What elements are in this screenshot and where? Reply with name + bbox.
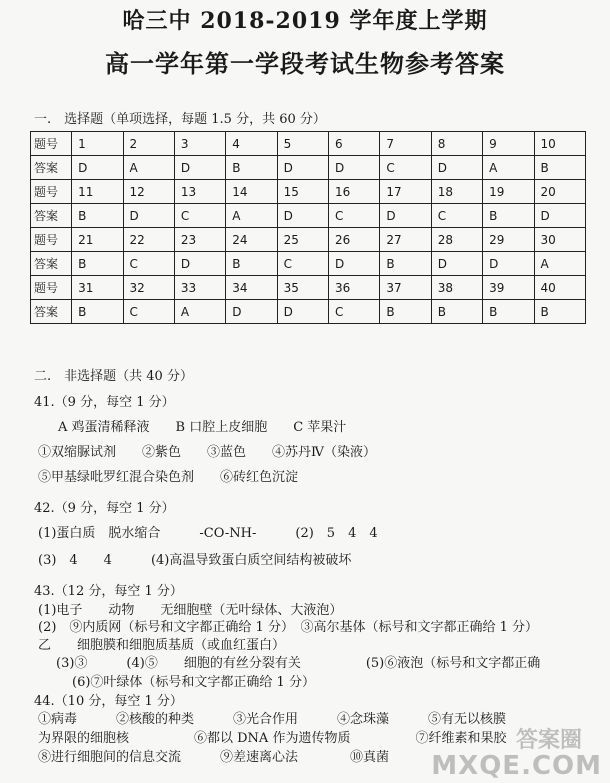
question-number-cell: 21 (72, 228, 123, 252)
question-number-cell: 8 (431, 132, 482, 156)
question-number-cell: 15 (277, 180, 328, 204)
answer-cell: C (174, 204, 225, 228)
page-title: 哈三中 2018-2019 学年度上学期 (122, 8, 488, 34)
question-number-cell: 37 (380, 276, 431, 300)
answer-cell: B (431, 300, 482, 324)
answer-cell: A (534, 252, 585, 276)
answer-cell: D (123, 204, 174, 228)
question-number-cell: 25 (277, 228, 328, 252)
answer-cell: C (329, 204, 380, 228)
question-number-cell: 23 (174, 228, 225, 252)
watermark-logo (431, 723, 602, 781)
question-number-row-label: 题号 (31, 228, 72, 252)
question-number-row (31, 132, 586, 156)
q43-header: 43.（12 分，每空 1 分） (34, 584, 183, 599)
question-number-cell: 26 (329, 228, 380, 252)
answer-cell: D (72, 156, 123, 180)
question-number-cell: 7 (380, 132, 431, 156)
answer-cell: B (483, 300, 534, 324)
question-number-cell: 2 (123, 132, 174, 156)
question-number-cell: 1 (72, 132, 123, 156)
answer-row (31, 204, 586, 228)
question-number-cell: 27 (380, 228, 431, 252)
question-number-cell: 6 (329, 132, 380, 156)
answer-cell: D (174, 252, 225, 276)
question-number-cell: 18 (431, 180, 482, 204)
question-number-cell: 3 (174, 132, 225, 156)
answer-cell: A (226, 204, 277, 228)
answer-cell: B (534, 156, 585, 180)
q43-line-3: 乙 细胞膜和细胞质基质（或血红蛋白） (38, 638, 286, 653)
question-number-cell: 31 (72, 276, 123, 300)
answer-cell: B (226, 156, 277, 180)
question-number-cell: 17 (380, 180, 431, 204)
question-number-cell: 5 (277, 132, 328, 156)
section-heading-nonchoice: 二. 非选择题（共 40 分） (34, 369, 193, 384)
answer-cell: C (329, 300, 380, 324)
question-number-cell: 19 (483, 180, 534, 204)
question-number-cell: 14 (226, 180, 277, 204)
answer-cell: B (72, 204, 123, 228)
question-number-cell: 40 (534, 276, 585, 300)
answer-cell: A (483, 156, 534, 180)
q41-line-3: ⑤甲基绿吡罗红混合染色剂 ⑥砖红色沉淀 (38, 470, 299, 485)
question-number-cell: 11 (72, 180, 123, 204)
answer-cell: A (123, 156, 174, 180)
answer-cell: B (72, 252, 123, 276)
section-heading-choice: 一. 选择题（单项选择，每题 1.5 分，共 60 分） (34, 112, 326, 127)
question-number-cell: 9 (483, 132, 534, 156)
question-number-row-label: 题号 (31, 276, 72, 300)
question-number-cell: 32 (123, 276, 174, 300)
answer-cell: C (431, 204, 482, 228)
answer-cell: C (123, 252, 174, 276)
answer-cell: C (380, 156, 431, 180)
answer-cell: D (329, 156, 380, 180)
answer-cell: D (431, 156, 482, 180)
question-number-row-label: 题号 (31, 180, 72, 204)
q44-line-2: 为界限的细胞核 ⑥都以 DNA 作为遗传物质 ⑦纤维素和果胶 (38, 731, 507, 746)
watermark-text-bottom: MXQE.COM (431, 751, 602, 781)
question-number-cell: 22 (123, 228, 174, 252)
answer-cell: D (380, 204, 431, 228)
question-number-row (31, 228, 586, 252)
answer-cell: D (483, 252, 534, 276)
question-number-row-label: 题号 (31, 132, 72, 156)
question-number-row (31, 180, 586, 204)
answer-row (31, 300, 586, 324)
question-number-cell: 28 (431, 228, 482, 252)
question-number-cell: 13 (174, 180, 225, 204)
q44-header: 44.（10 分，每空 1 分） (34, 694, 183, 709)
answer-cell: B (72, 300, 123, 324)
q42-header: 42.（9 分，每空 1 分） (34, 501, 175, 516)
question-number-cell: 33 (174, 276, 225, 300)
q43-line-1: (1)电子 动物 无细胞壁（无叶绿体、大液泡） (38, 603, 343, 618)
answer-row (31, 156, 586, 180)
answer-cell: C (123, 300, 174, 324)
q42-line-2: (3) 4 4 (4)高温导致蛋白质空间结构被破坏 (38, 553, 352, 568)
answer-cell: B (226, 252, 277, 276)
q42-line-1: (1)蛋白质 脱水缩合 -CO-NH- (2) 5 4 4 (38, 526, 378, 541)
question-number-cell: 35 (277, 276, 328, 300)
q43-line-4: (3)③ (4)⑤ 细胞的有丝分裂有关 (5)⑥液泡（标号和文字都正确 (56, 656, 541, 671)
question-number-cell: 10 (534, 132, 585, 156)
q44-line-1: ①病毒 ②核酸的种类 ③光合作用 ④念珠藻 ⑤有无以核膜 (38, 712, 507, 727)
q41-header: 41.（9 分，每空 1 分） (34, 395, 175, 410)
q41-line-1: A 鸡蛋清稀释液 B 口腔上皮细胞 C 苹果汁 (58, 420, 347, 435)
answer-cell: D (277, 204, 328, 228)
answer-cell: A (174, 300, 225, 324)
answer-row-label: 答案 (31, 156, 72, 180)
question-number-cell: 12 (123, 180, 174, 204)
question-number-cell: 20 (534, 180, 585, 204)
page-subtitle: 高一学年第一学段考试生物参考答案 (105, 49, 505, 78)
answer-cell: B (380, 300, 431, 324)
q41-line-2: ①双缩脲试剂 ②紫色 ③蓝色 ④苏丹Ⅳ（染液） (38, 445, 376, 460)
answer-cell: B (483, 204, 534, 228)
answer-cell: D (174, 156, 225, 180)
question-number-cell: 4 (226, 132, 277, 156)
answer-cell: D (277, 300, 328, 324)
answer-cell: C (277, 252, 328, 276)
q43-line-5: (6)⑦叶绿体（标号和文字都正确给 1 分） (72, 675, 315, 690)
answer-cell: D (329, 252, 380, 276)
q44-line-3: ⑧进行细胞间的信息交流 ⑨差速离心法 ⑩真菌 (38, 750, 390, 765)
question-number-cell: 30 (534, 228, 585, 252)
question-number-cell: 36 (329, 276, 380, 300)
question-number-cell: 24 (226, 228, 277, 252)
q43-line-2: (2) ⑨内质网（标号和文字都正确给 1 分） ③高尔基体（标号和文字都正确给 1 分） (38, 620, 538, 635)
watermark-text-top: 答案圈 (515, 728, 582, 753)
question-number-cell: 38 (431, 276, 482, 300)
answer-table (30, 131, 586, 324)
answer-cell: B (380, 252, 431, 276)
question-number-row (31, 276, 586, 300)
question-number-cell: 29 (483, 228, 534, 252)
answer-cell: B (534, 300, 585, 324)
answer-row-label: 答案 (31, 204, 72, 228)
question-number-cell: 16 (329, 180, 380, 204)
question-number-cell: 34 (226, 276, 277, 300)
answer-cell: D (226, 300, 277, 324)
answer-cell: D (277, 156, 328, 180)
answer-row-label: 答案 (31, 300, 72, 324)
answer-cell: D (431, 252, 482, 276)
answer-row-label: 答案 (31, 252, 72, 276)
answer-cell: D (534, 204, 585, 228)
answer-row (31, 252, 586, 276)
question-number-cell: 39 (483, 276, 534, 300)
